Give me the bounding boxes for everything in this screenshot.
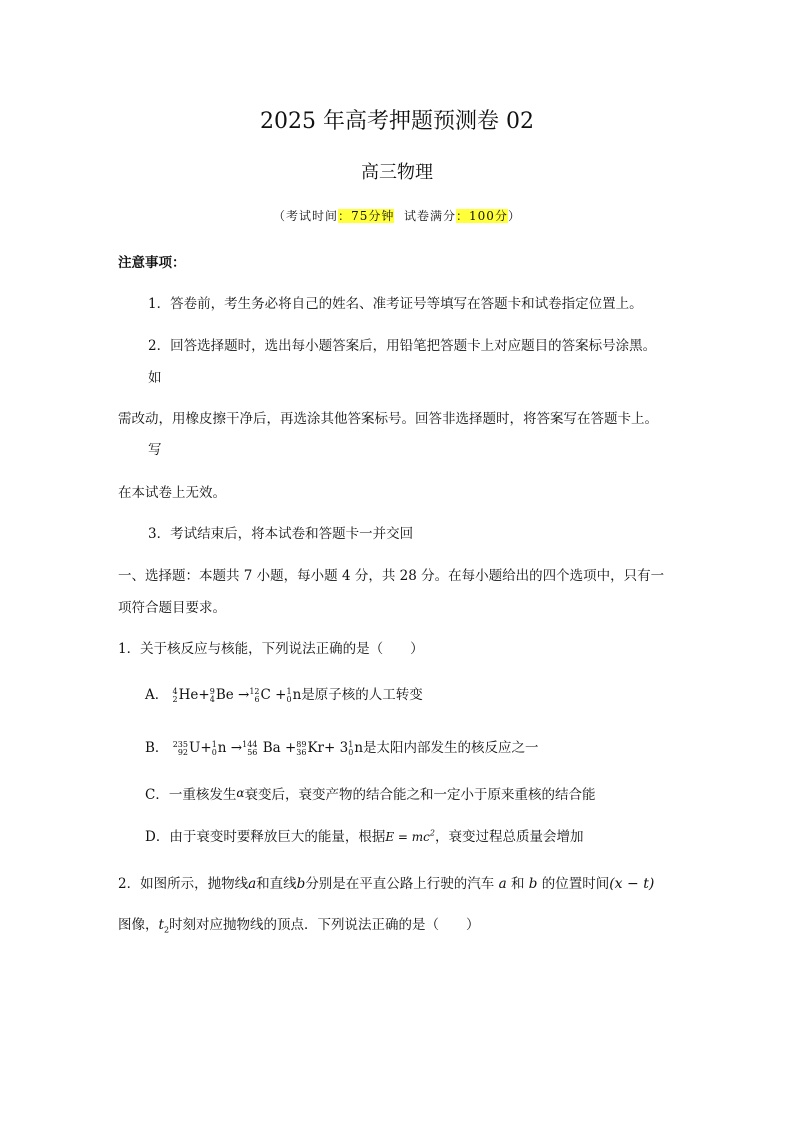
score-label: 试卷满分: [394, 209, 456, 223]
n-symbol: n: [217, 740, 227, 756]
notes-heading: 注意事项：: [118, 255, 186, 271]
page-title: 2025 年高考押题预测卷 02: [260, 109, 534, 134]
n2-symbol: n: [354, 740, 364, 756]
q2-text-4: 和: [510, 876, 525, 892]
exam-time-value: 75: [351, 209, 369, 223]
arrow: →: [230, 740, 243, 756]
note-item-3: 3．考试结束后，将本试卷和答题卡一并交回: [148, 526, 414, 542]
option-a-text: 是原子核的人工转变: [301, 687, 423, 703]
note-item-2-line-2: 如: [148, 370, 162, 386]
n-nucleon-numbers: 1 0: [211, 739, 217, 757]
score-value: 100: [469, 209, 495, 223]
plus-three: + 3: [324, 740, 349, 756]
u-symbol: U: [189, 740, 201, 756]
note-item-2-line-4: 写: [148, 442, 162, 458]
question-2-line-2: [118, 913, 480, 935]
energy-formula: E = mc: [385, 830, 430, 844]
question-1-stem: 1．关于核反应与核能，下列说法正确的是（ ）: [118, 641, 424, 657]
option-b-text: 是太阳内部发生的核反应之一: [363, 740, 539, 756]
u-nucleon-numbers: 235 92: [172, 739, 188, 757]
q1-option-d: [145, 825, 583, 845]
section-1-line-1: 一、选择题：本题共 7 小题，每小题 4 分，共 28 分。在每小题给出的四个选项中，只有一: [118, 568, 665, 584]
var-a: a: [248, 876, 257, 892]
var-b-2: b: [528, 876, 538, 892]
option-c-label: C．: [145, 787, 169, 803]
he-symbol: He: [178, 687, 199, 703]
option-d-text-1: 由于衰变时要释放巨大的能量，根据: [169, 829, 386, 845]
plus-sign: +: [198, 687, 210, 703]
option-a-label: A．: [145, 687, 169, 703]
exam-info: [0, 207, 794, 224]
q2-text-6: 图像，: [118, 917, 159, 933]
xt-notation: (x − t): [609, 876, 655, 892]
option-b-label: B．: [145, 740, 169, 756]
c-symbol: C: [260, 687, 271, 703]
alpha-symbol: α: [236, 786, 245, 800]
plus-sign: +: [284, 740, 297, 756]
q1-option-c: [145, 783, 595, 803]
c-nucleon-numbers: 12 6: [249, 686, 260, 704]
note-item-2-line-3: 需改动，用橡皮擦干净后，再选涂其他答案标号。回答非选择题时，将答案写在答题卡上。: [118, 411, 658, 427]
n-symbol: n: [292, 687, 302, 703]
q1-option-a: [145, 683, 423, 704]
q2-text-2: 和直线: [256, 876, 297, 892]
option-c-text-1: 一重核发生: [168, 787, 237, 803]
kr-nucleon-numbers: 89 36: [296, 739, 307, 757]
q2-text-1: 2．如图所示，抛物线: [118, 876, 249, 892]
option-c-text-2: 衰变后，衰变产物的结合能之和一定小于原来重核的结合能: [244, 787, 596, 803]
note-item-2-line-1: 2．回答选择题时，选出每小题答案后，用铅笔把答题卡上对应题目的答案标号涂黑。: [148, 338, 657, 354]
q2-text-3: 分别是在平直公路上行驶的汽车: [305, 876, 495, 892]
kr-symbol: Kr: [307, 740, 325, 756]
he-nucleon-numbers: 4 2: [172, 686, 178, 704]
var-a-2: a: [498, 876, 507, 892]
be-symbol: Be: [215, 687, 234, 703]
arrow: →: [238, 687, 250, 703]
note-item-1: 1．答卷前，考生务必将自己的姓名、准考证号等填写在答题卡和试卷指定位置上。: [148, 296, 643, 312]
plus-sign: +: [275, 687, 287, 703]
score-colon: ：: [456, 209, 470, 223]
exam-time-unit: 分钟: [368, 209, 395, 223]
plus-sign: +: [200, 740, 212, 756]
var-b: b: [296, 876, 306, 892]
q2-text-7: 时刻对应抛物线的顶点．下列说法正确的是（ ）: [169, 917, 480, 933]
exam-info-open: （考试时间: [273, 209, 339, 223]
t2-symbol: t: [158, 917, 164, 933]
score-unit: 分: [494, 209, 508, 223]
ba-symbol: Ba: [262, 740, 281, 756]
question-2-line-1: [118, 872, 654, 892]
section-1-line-2: 项符合题目要求。: [118, 600, 226, 616]
option-d-label: D．: [145, 829, 170, 845]
n2-nucleon-numbers: 1 0: [348, 739, 354, 757]
q1-option-b: [145, 736, 539, 757]
be-nucleon-numbers: 9 4: [209, 686, 215, 704]
note-item-2-line-5: 在本试卷上无效。: [118, 485, 226, 501]
ba-nucleon-numbers: 144 56: [242, 739, 258, 757]
n-nucleon-numbers: 1 0: [286, 686, 292, 704]
formula-exponent: 2: [429, 828, 435, 838]
q2-text-5: 的位置时间: [541, 876, 610, 892]
page-subtitle: 高三物理: [361, 162, 433, 183]
t2-subscript: 2: [163, 925, 170, 935]
option-d-text-2: ，衰变过程总质量会增加: [434, 829, 584, 845]
exam-info-close: ）: [507, 209, 521, 223]
time-colon: ：: [338, 209, 352, 223]
